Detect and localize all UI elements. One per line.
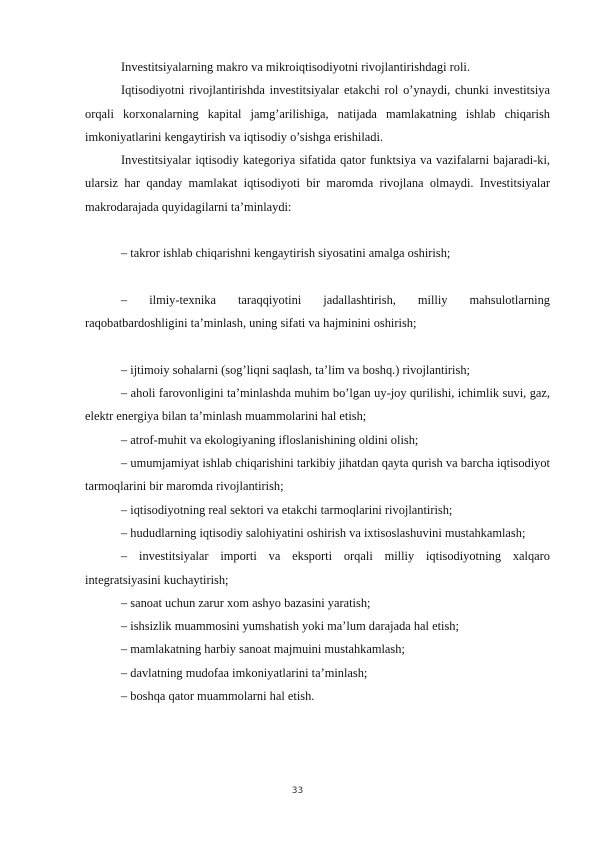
list-item: – ilmiy-texnika taraqqiyotini jadallashtirish, milliy mahsulotlarning raqobatbardoshligini ta’minlash, uning sifati va hajminini oshirish; [85, 292, 550, 331]
list-item: – iqtisodiyotning real sektori va etakchi tarmoqlarini rivojlantirish; [121, 502, 453, 517]
spacer [85, 219, 550, 242]
spacer [85, 266, 550, 289]
list-item: – umumjamiyat ishlab chiqarishini tarkibiy jihatdan qayta qurish va barcha iqtisodiyot tarmoqlarini bir maromda rivojlantirish; [85, 456, 550, 494]
list-item: – hududlarning iqtisodiy salohiyatini oshirish va ixtisoslashuvini mustahkamlash; [121, 525, 526, 540]
list-item: – atrof-muhit va ekologiyaning ifloslanishining oldini olish; [121, 432, 419, 447]
paragraph: Investitsiyalar iqtisodiy kategoriya sifatida qator funktsiya va vazifalarni bajaradi-ki, ularsiz har qanday mamlakat iqtisodiyoti bir maromda rivojlana olmaydi. Investitsiyalar makrodarajada quyidagilarni ta’minlaydi: [85, 153, 550, 214]
list-item: – mamlakatning harbiy sanoat majmuini mustahkamlash; [121, 642, 405, 657]
list-item: – aholi farovonligini ta’minlashda muhim bo’lgan uy-joy qurilishi, ichimlik suvi, gaz, elektr energiya bilan ta’minlash muammolarini hal etish; [85, 386, 550, 424]
list-item: – boshqa qator muammolarni hal etish. [121, 689, 315, 704]
list-item: – davlatning mudofaa imkoniyatlarini ta’minlash; [121, 665, 368, 680]
list-item: – ishsizlik muammosini yumshatish yoki ma’lum darajada hal etish; [121, 619, 459, 634]
spacer [85, 336, 550, 359]
list-item: – takror ishlab chiqarishni kengaytirish siyosatini amalga oshirish; [121, 246, 451, 261]
body-text [85, 56, 550, 708]
list-item: – ijtimoiy sohalarni (sog’liqni saqlash, ta’lim va boshq.) rivojlantirish; [121, 362, 470, 377]
paragraph: Iqtisodiyotni rivojlantirishda investitsiyalar etakchi rol o’ynaydi, chunki investitsiya orqali korxonalarning kapital jamg’arilishiga, natijada mamlakatning ishlab chiqarish imkoniyatlarini kengaytirish va iqtisodiy o’sishga erishiladi. [85, 83, 550, 144]
page-number: 33 [291, 786, 304, 796]
list-item: – investitsiyalar importi va eksporti orqali milliy iqtisodiyotning xalqaro integratsiyasini kuchaytirish; [85, 549, 550, 587]
section-heading: Investitsiyalarning makro va mikroiqtisodiyotni rivojlantirishdagi roli. [121, 60, 470, 74]
list-item: – sanoat uchun zarur xom ashyo bazasini yaratish; [121, 595, 371, 610]
